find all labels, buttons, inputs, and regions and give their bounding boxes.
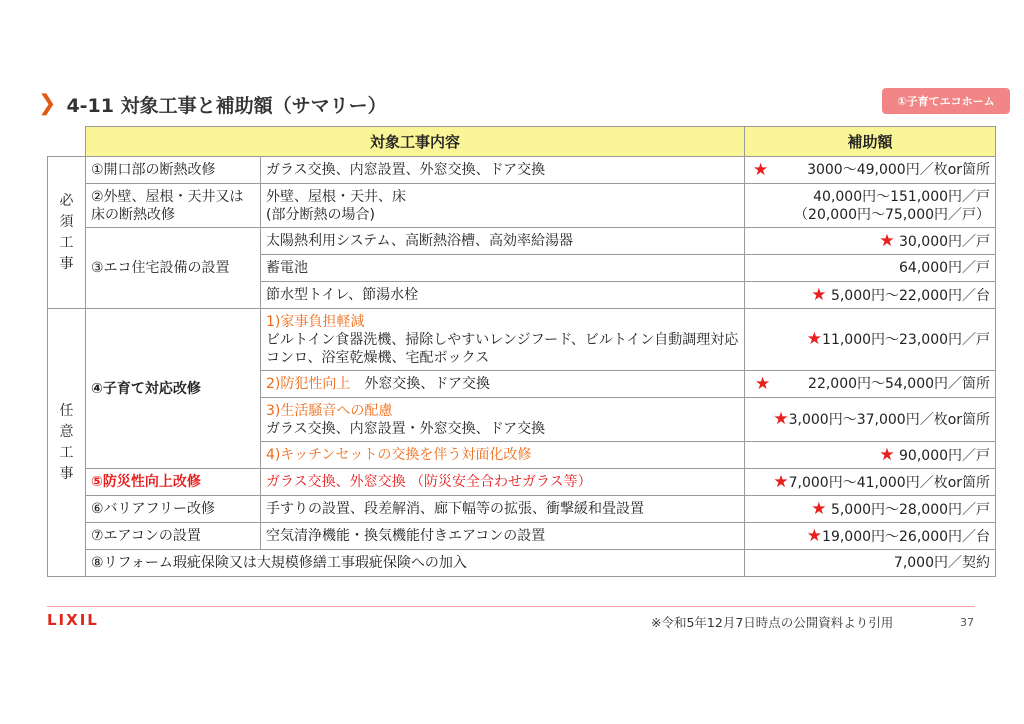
category-cell: ③エコ住宅設備の設置 <box>86 228 261 309</box>
detail-heading: 4)キッチンセットの交換を伴う対面化改修 <box>266 447 532 463</box>
amount-text: 90,000円／戸 <box>899 447 991 464</box>
group-optional-label: 任意工事 <box>59 402 74 482</box>
star-icon: ★ <box>811 284 827 305</box>
detail-cell: ガラス交換、内窓設置、外窓交換、ドア交換 <box>261 157 745 184</box>
amount-cell <box>745 398 996 442</box>
page-number: 37 <box>960 616 974 629</box>
title-row <box>38 92 387 116</box>
star-icon: ★ <box>773 409 789 429</box>
detail-cell <box>261 398 745 442</box>
star-icon: ★ <box>879 444 895 465</box>
table-row <box>48 228 996 255</box>
table-row <box>48 184 996 228</box>
detail-cell: 手すりの設置、段差解消、廊下幅等の拡張、衝撃緩和畳設置 <box>261 496 745 523</box>
detail-cell: 節水型トイレ、節湯水栓 <box>261 282 745 309</box>
detail-cell <box>261 309 745 371</box>
header-work: 対象工事内容 <box>86 127 745 157</box>
detail-heading: 1)家事負担軽減 <box>266 313 365 330</box>
star-icon: ★ <box>806 525 823 546</box>
lixil-logo: LIXIL <box>47 611 99 629</box>
amount-text: 5,000円～22,000円／台 <box>830 287 991 304</box>
header-subsidy: 補助額 <box>745 127 996 157</box>
detail-cell: 太陽熱利用システム、高断熱浴槽、高効率給湯器 <box>261 228 745 255</box>
detail-heading: 2)防犯性向上 <box>266 376 351 392</box>
star-icon: ★ <box>755 374 771 394</box>
category-cell: ①開口部の断熱改修 <box>86 157 261 184</box>
amount-text: 3,000円～37,000円／枚or箇所 <box>788 412 991 428</box>
detail-heading: 3)生活騒音への配慮 <box>266 402 393 419</box>
corner-cell <box>48 127 86 157</box>
footer-divider <box>47 606 975 607</box>
category-cell: ⑤防災性向上改修 <box>86 469 261 496</box>
amount-cell: 7,000円／契約 <box>745 550 996 577</box>
amount-cell <box>745 523 996 550</box>
detail-text: ビルトイン食器洗機、掃除しやすいレンジフード、ビルトイン自動調理対応コンロ、浴室乾燥機、宅配ボックス <box>266 331 739 366</box>
amount-text: 7,000円～41,000円／枚or箇所 <box>788 474 991 491</box>
table-row <box>48 309 996 371</box>
detail-cell: 蓄電池 <box>261 255 745 282</box>
amount-cell <box>745 496 996 523</box>
amount-cell <box>745 228 996 255</box>
amount-text: 19,000円～26,000円／台 <box>822 528 991 545</box>
table-row <box>48 550 996 577</box>
table-row <box>48 496 996 523</box>
star-icon: ★ <box>773 471 789 492</box>
section-badge: ①子育てエコホーム <box>882 88 1010 114</box>
star-icon: ★ <box>811 498 827 519</box>
source-note: ※令和5年12月7日時点の公開資料より引用 <box>651 615 894 630</box>
category-cell: ⑥バリアフリー改修 <box>86 496 261 523</box>
page-title: 4-11 対象工事と補助額（サマリー） <box>66 94 387 117</box>
category-cell: ⑧リフォーム瑕疵保険又は大規模修繕工事瑕疵保険への加入 <box>86 550 745 577</box>
amount-text: 30,000円／戸 <box>899 233 991 250</box>
detail-text: 外窓交換、ドア交換 <box>364 376 490 392</box>
group-optional <box>48 309 86 577</box>
subsidy-summary-table <box>47 126 996 577</box>
chevron-right-icon: ❯ <box>38 91 57 116</box>
amount-text: 3000～49,000円／枚or箇所 <box>807 162 991 178</box>
detail-cell <box>261 371 745 398</box>
amount-text: 22,000円～54,000円／箇所 <box>808 376 991 392</box>
category-cell: ②外壁、屋根・天井又は床の断熱改修 <box>86 184 261 228</box>
amount-text: 11,000円～23,000円／戸 <box>822 332 991 348</box>
detail-text: ガラス交換、内窓設置・外窓交換、ドア交換 <box>266 420 546 437</box>
table-row <box>48 157 996 184</box>
detail-cell: 空気清浄機能・換気機能付きエアコンの設置 <box>261 523 745 550</box>
detail-cell: ガラス交換、外窓交換 （防災安全合わせガラス等） <box>261 469 745 496</box>
group-required <box>48 157 86 309</box>
table-row <box>48 469 996 496</box>
star-icon: ★ <box>879 230 895 251</box>
star-icon: ★ <box>753 160 769 180</box>
category-cell: ④子育て対応改修 <box>86 309 261 469</box>
detail-cell <box>261 442 745 469</box>
amount-cell <box>745 157 996 184</box>
amount-cell: 64,000円／戸 <box>745 255 996 282</box>
star-icon: ★ <box>806 329 823 349</box>
amount-cell <box>745 371 996 398</box>
amount-cell <box>745 442 996 469</box>
category-cell: ⑦エアコンの設置 <box>86 523 261 550</box>
amount-text: 5,000円～28,000円／戸 <box>830 501 991 518</box>
amount-cell <box>745 469 996 496</box>
amount-cell <box>745 282 996 309</box>
amount-cell: 40,000円～151,000円／戸 （20,000円～75,000円／戸） <box>745 184 996 228</box>
amount-cell <box>745 309 996 371</box>
table-row <box>48 523 996 550</box>
group-required-label: 必須工事 <box>59 192 74 272</box>
detail-cell: 外壁、屋根・天井、床 (部分断熱の場合) <box>261 184 745 228</box>
